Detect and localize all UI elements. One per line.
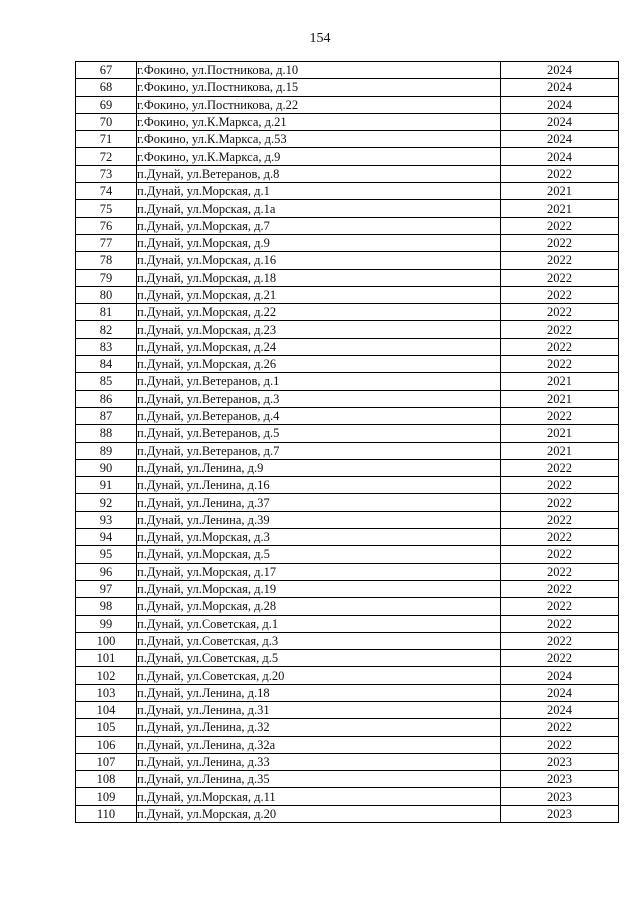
row-number: 97 bbox=[76, 580, 137, 597]
table-row bbox=[76, 425, 619, 442]
row-number: 72 bbox=[76, 148, 137, 165]
row-year: 2021 bbox=[501, 390, 619, 407]
table-row bbox=[76, 183, 619, 200]
table-row bbox=[76, 373, 619, 390]
table-row bbox=[76, 477, 619, 494]
row-number: 69 bbox=[76, 96, 137, 113]
row-year: 2022 bbox=[501, 407, 619, 424]
row-address: п.Дунай, ул.Морская, д.19 bbox=[137, 580, 501, 597]
table-row bbox=[76, 580, 619, 597]
row-year: 2021 bbox=[501, 373, 619, 390]
row-address: п.Дунай, ул.Ленина, д.18 bbox=[137, 684, 501, 701]
row-address: п.Дунай, ул.Ленина, д.9 bbox=[137, 459, 501, 476]
table-row bbox=[76, 805, 619, 822]
row-number: 80 bbox=[76, 286, 137, 303]
table-row bbox=[76, 701, 619, 718]
row-year: 2022 bbox=[501, 563, 619, 580]
table-row bbox=[76, 650, 619, 667]
row-number: 75 bbox=[76, 200, 137, 217]
table-row bbox=[76, 459, 619, 476]
row-number: 103 bbox=[76, 684, 137, 701]
table-row bbox=[76, 598, 619, 615]
table-row bbox=[76, 252, 619, 269]
table-row bbox=[76, 390, 619, 407]
table-row bbox=[76, 234, 619, 251]
row-number: 83 bbox=[76, 338, 137, 355]
table-row bbox=[76, 788, 619, 805]
row-address: п.Дунай, ул.Ветеранов, д.3 bbox=[137, 390, 501, 407]
row-year: 2021 bbox=[501, 442, 619, 459]
row-address: п.Дунай, ул.Морская, д.7 bbox=[137, 217, 501, 234]
row-year: 2022 bbox=[501, 615, 619, 632]
row-address: п.Дунай, ул.Ленина, д.33 bbox=[137, 753, 501, 770]
row-number: 100 bbox=[76, 632, 137, 649]
row-year: 2023 bbox=[501, 788, 619, 805]
row-address: п.Дунай, ул.Советская, д.5 bbox=[137, 650, 501, 667]
row-address: п.Дунай, ул.Морская, д.22 bbox=[137, 304, 501, 321]
table-row bbox=[76, 131, 619, 148]
table-row bbox=[76, 304, 619, 321]
row-number: 102 bbox=[76, 667, 137, 684]
row-address: п.Дунай, ул.Ленина, д.37 bbox=[137, 494, 501, 511]
row-number: 78 bbox=[76, 252, 137, 269]
row-address: п.Дунай, ул.Советская, д.1 bbox=[137, 615, 501, 632]
row-number: 105 bbox=[76, 719, 137, 736]
row-address: п.Дунай, ул.Морская, д.18 bbox=[137, 269, 501, 286]
address-table bbox=[75, 61, 619, 823]
row-address: п.Дунай, ул.Морская, д.9 bbox=[137, 234, 501, 251]
row-address: п.Дунай, ул.Морская, д.1а bbox=[137, 200, 501, 217]
row-number: 86 bbox=[76, 390, 137, 407]
row-year: 2022 bbox=[501, 304, 619, 321]
row-address: п.Дунай, ул.Морская, д.20 bbox=[137, 805, 501, 822]
row-year: 2022 bbox=[501, 494, 619, 511]
row-year: 2022 bbox=[501, 719, 619, 736]
row-year: 2024 bbox=[501, 667, 619, 684]
table-row bbox=[76, 148, 619, 165]
table-row bbox=[76, 546, 619, 563]
row-year: 2022 bbox=[501, 650, 619, 667]
row-address: п.Дунай, ул.Морская, д.3 bbox=[137, 529, 501, 546]
row-number: 76 bbox=[76, 217, 137, 234]
row-address: п.Дунай, ул.Морская, д.5 bbox=[137, 546, 501, 563]
row-year: 2022 bbox=[501, 217, 619, 234]
row-number: 98 bbox=[76, 598, 137, 615]
row-address: п.Дунай, ул.Морская, д.23 bbox=[137, 321, 501, 338]
row-address: п.Дунай, ул.Ленина, д.31 bbox=[137, 701, 501, 718]
table-row bbox=[76, 615, 619, 632]
table-row bbox=[76, 113, 619, 130]
row-year: 2022 bbox=[501, 632, 619, 649]
row-number: 101 bbox=[76, 650, 137, 667]
page-number: 154 bbox=[309, 31, 331, 46]
row-year: 2022 bbox=[501, 321, 619, 338]
row-year: 2022 bbox=[501, 269, 619, 286]
row-number: 96 bbox=[76, 563, 137, 580]
row-number: 67 bbox=[76, 62, 137, 79]
table-row bbox=[76, 753, 619, 770]
row-year: 2022 bbox=[501, 338, 619, 355]
row-address: п.Дунай, ул.Советская, д.20 bbox=[137, 667, 501, 684]
row-year: 2022 bbox=[501, 252, 619, 269]
row-address: п.Дунай, ул.Морская, д.21 bbox=[137, 286, 501, 303]
row-year: 2022 bbox=[501, 165, 619, 182]
row-number: 91 bbox=[76, 477, 137, 494]
row-number: 73 bbox=[76, 165, 137, 182]
table-row bbox=[76, 529, 619, 546]
row-year: 2021 bbox=[501, 425, 619, 442]
table-row bbox=[76, 719, 619, 736]
row-number: 82 bbox=[76, 321, 137, 338]
table-row bbox=[76, 217, 619, 234]
row-address: п.Дунай, ул.Ленина, д.32а bbox=[137, 736, 501, 753]
row-address: п.Дунай, ул.Морская, д.1 bbox=[137, 183, 501, 200]
row-year: 2022 bbox=[501, 546, 619, 563]
row-year: 2022 bbox=[501, 477, 619, 494]
row-address: п.Дунай, ул.Ветеранов, д.5 bbox=[137, 425, 501, 442]
table-row bbox=[76, 494, 619, 511]
row-number: 81 bbox=[76, 304, 137, 321]
row-number: 84 bbox=[76, 356, 137, 373]
row-year: 2024 bbox=[501, 684, 619, 701]
row-address: г.Фокино, ул.К.Маркса, д.53 bbox=[137, 131, 501, 148]
row-number: 70 bbox=[76, 113, 137, 130]
row-year: 2022 bbox=[501, 736, 619, 753]
table-row bbox=[76, 62, 619, 79]
row-year: 2021 bbox=[501, 200, 619, 217]
row-address: п.Дунай, ул.Советская, д.3 bbox=[137, 632, 501, 649]
row-number: 77 bbox=[76, 234, 137, 251]
table-row bbox=[76, 96, 619, 113]
row-number: 104 bbox=[76, 701, 137, 718]
row-year: 2024 bbox=[501, 148, 619, 165]
row-number: 71 bbox=[76, 131, 137, 148]
row-year: 2022 bbox=[501, 356, 619, 373]
table-row bbox=[76, 632, 619, 649]
row-address: п.Дунай, ул.Морская, д.24 bbox=[137, 338, 501, 355]
table-row bbox=[76, 356, 619, 373]
row-address: г.Фокино, ул.К.Маркса, д.9 bbox=[137, 148, 501, 165]
row-number: 74 bbox=[76, 183, 137, 200]
row-number: 110 bbox=[76, 805, 137, 822]
row-year: 2023 bbox=[501, 753, 619, 770]
row-number: 79 bbox=[76, 269, 137, 286]
row-address: п.Дунай, ул.Ветеранов, д.4 bbox=[137, 407, 501, 424]
row-address: п.Дунай, ул.Ветеранов, д.7 bbox=[137, 442, 501, 459]
row-number: 108 bbox=[76, 771, 137, 788]
row-number: 87 bbox=[76, 407, 137, 424]
row-address: п.Дунай, ул.Ленина, д.35 bbox=[137, 771, 501, 788]
table-row bbox=[76, 338, 619, 355]
row-number: 99 bbox=[76, 615, 137, 632]
table-row bbox=[76, 736, 619, 753]
table-row bbox=[76, 563, 619, 580]
row-year: 2022 bbox=[501, 286, 619, 303]
row-address: п.Дунай, ул.Ленина, д.39 bbox=[137, 511, 501, 528]
row-year: 2022 bbox=[501, 234, 619, 251]
row-year: 2022 bbox=[501, 580, 619, 597]
row-year: 2024 bbox=[501, 113, 619, 130]
row-address: г.Фокино, ул.Постникова, д.22 bbox=[137, 96, 501, 113]
table-row bbox=[76, 511, 619, 528]
row-address: г.Фокино, ул.Постникова, д.10 bbox=[137, 62, 501, 79]
row-year: 2022 bbox=[501, 598, 619, 615]
table-row bbox=[76, 286, 619, 303]
table-row bbox=[76, 200, 619, 217]
row-address: п.Дунай, ул.Ленина, д.32 bbox=[137, 719, 501, 736]
table-row bbox=[76, 771, 619, 788]
row-year: 2024 bbox=[501, 96, 619, 113]
row-number: 88 bbox=[76, 425, 137, 442]
table-row bbox=[76, 269, 619, 286]
table-row bbox=[76, 442, 619, 459]
row-address: п.Дунай, ул.Ленина, д.16 bbox=[137, 477, 501, 494]
row-year: 2024 bbox=[501, 79, 619, 96]
row-address: п.Дунай, ул.Ветеранов, д.8 bbox=[137, 165, 501, 182]
row-number: 107 bbox=[76, 753, 137, 770]
row-address: п.Дунай, ул.Морская, д.28 bbox=[137, 598, 501, 615]
row-address: п.Дунай, ул.Морская, д.26 bbox=[137, 356, 501, 373]
table-row bbox=[76, 321, 619, 338]
row-number: 106 bbox=[76, 736, 137, 753]
table-row bbox=[76, 684, 619, 701]
row-year: 2022 bbox=[501, 459, 619, 476]
row-address: п.Дунай, ул.Морская, д.16 bbox=[137, 252, 501, 269]
row-year: 2024 bbox=[501, 62, 619, 79]
row-year: 2021 bbox=[501, 183, 619, 200]
table-row bbox=[76, 165, 619, 182]
row-number: 109 bbox=[76, 788, 137, 805]
row-address: п.Дунай, ул.Морская, д.17 bbox=[137, 563, 501, 580]
row-address: п.Дунай, ул.Морская, д.11 bbox=[137, 788, 501, 805]
table-row bbox=[76, 79, 619, 96]
row-number: 92 bbox=[76, 494, 137, 511]
row-number: 89 bbox=[76, 442, 137, 459]
row-year: 2024 bbox=[501, 131, 619, 148]
row-address: г.Фокино, ул.К.Маркса, д.21 bbox=[137, 113, 501, 130]
row-year: 2024 bbox=[501, 701, 619, 718]
row-number: 93 bbox=[76, 511, 137, 528]
table-row bbox=[76, 667, 619, 684]
table-body bbox=[76, 62, 619, 823]
row-year: 2023 bbox=[501, 805, 619, 822]
row-address: п.Дунай, ул.Ветеранов, д.1 bbox=[137, 373, 501, 390]
row-number: 94 bbox=[76, 529, 137, 546]
row-number: 95 bbox=[76, 546, 137, 563]
row-number: 85 bbox=[76, 373, 137, 390]
row-number: 90 bbox=[76, 459, 137, 476]
table-row bbox=[76, 407, 619, 424]
row-year: 2022 bbox=[501, 529, 619, 546]
row-year: 2022 bbox=[501, 511, 619, 528]
row-address: г.Фокино, ул.Постникова, д.15 bbox=[137, 79, 501, 96]
row-year: 2023 bbox=[501, 771, 619, 788]
row-number: 68 bbox=[76, 79, 137, 96]
